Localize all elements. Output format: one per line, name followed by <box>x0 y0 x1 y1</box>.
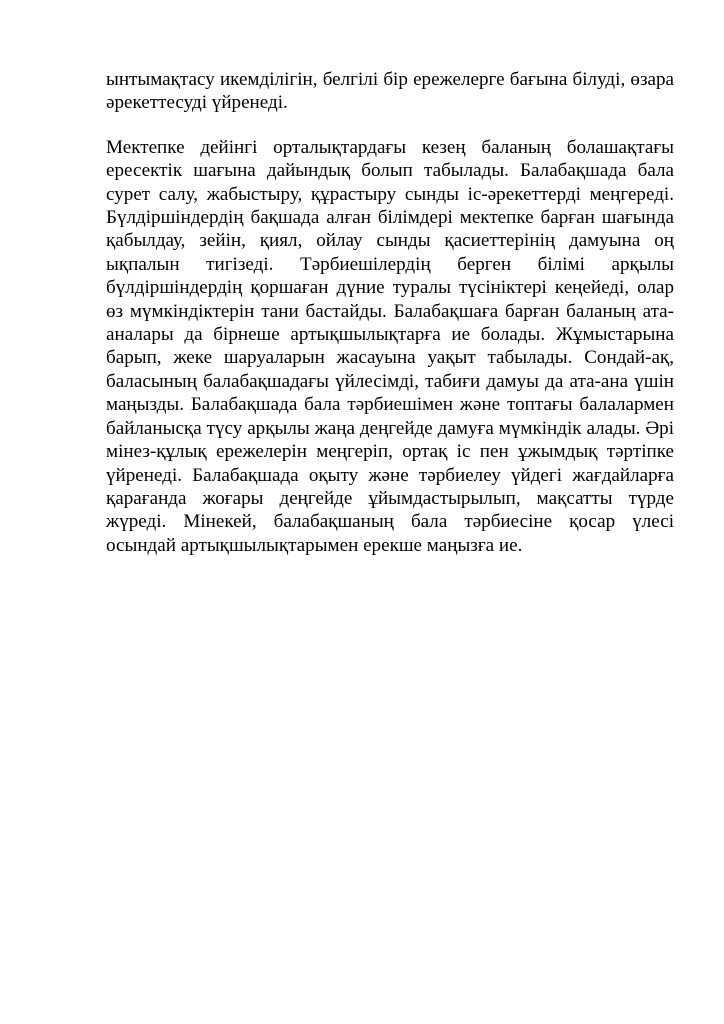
document-page <box>106 68 674 557</box>
paragraph-2: Мектепке дейінгі орталықтардағы кезең баланың болашақтағы ересектік шағына дайындық болып табылады. Балабақшада бала сурет салу, жабыстыру, құрастыру сынды іс-әрекеттерді меңгереді. Бүлдіршіндердің бақшада алған білімдері мектепке барған шағында қабылдау, зейін, қиял, ойлау сынды қасиеттерінің дамуына оң ықпалын тигізеді. Тәрбиешілердің берген білімі арқылы бүлдіршіндердің қоршаған дүние туралы түсініктері кеңейеді, олар өз мүмкіндіктерін тани бастайды. Балабақшаға барған баланың ата-аналары да бірнеше артықшылықтарға ие болады. Жұмыстарына барып, жеке шаруаларын жасауына уақыт табылады. Сондай-ақ, баласының балабақшадағы үйлесімді, табиғи дамуы да ата-ана үшін маңызды. Балабақшада бала тәрбиешімен және топтағы балалармен байланысқа түсу арқылы жаңа деңгейде дамуға мүмкіндік алады. Әрі мінез-құлық ережелерін меңгеріп, ортақ іс пен ұжымдық тәртіпке үйренеді. Балабақшада оқыту және тәрбиелеу үйдегі жағдайларға қарағанда жоғары деңгейде ұйымдастырылып, мақсатты түрде жүреді. Мінекей, балабақшаның бала тәрбиесіне қосар үлесі осындай артықшылықтарымен ерекше маңызға ие. <box>106 136 674 556</box>
paragraph-1: ынтымақтасу икемділігін, белгілі бір ережелерге бағына білуді, өзара әрекеттесуді үйренеді. <box>106 69 674 114</box>
